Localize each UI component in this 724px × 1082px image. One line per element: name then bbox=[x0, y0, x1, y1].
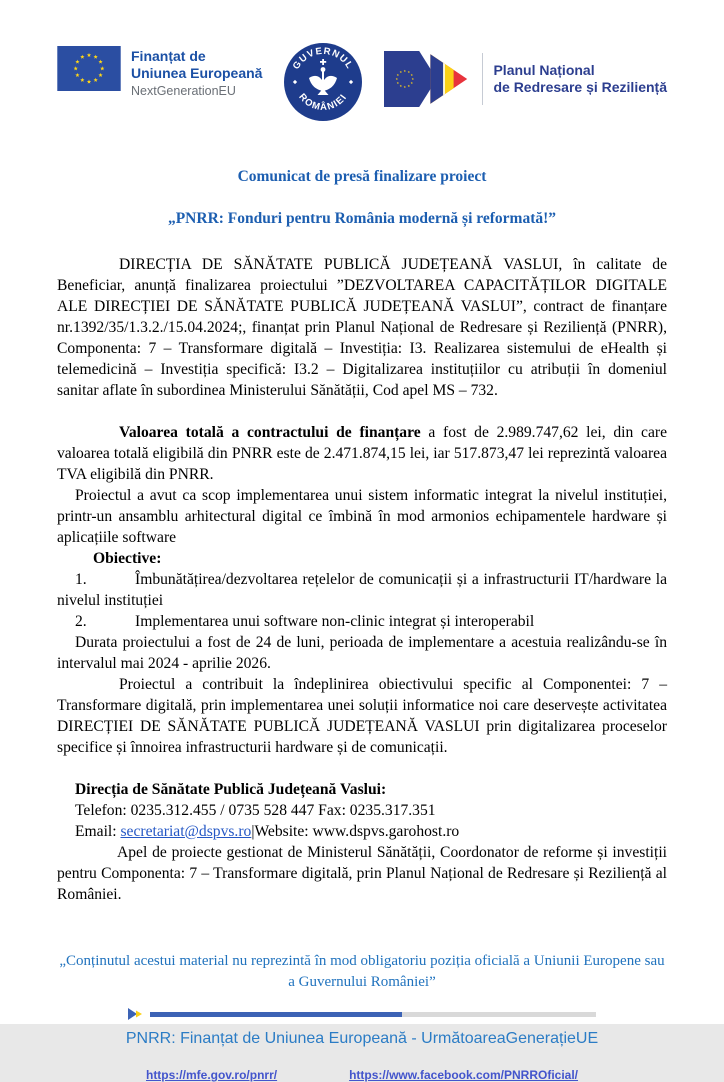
gov-seal-icon bbox=[283, 42, 363, 122]
contract-value-label: Valoarea totală a contractului de finanțare bbox=[119, 424, 421, 441]
pnrr-logo bbox=[384, 46, 667, 108]
pnrr-logo-text bbox=[493, 62, 667, 97]
email-label: Email: bbox=[75, 823, 121, 840]
paragraph-objective-contribution: Proiectul a contribuit la îndeplinirea obiectivului specific al Componentei: 7 – Transformare digitală, prin implementarea unei soluții informatice noi care deservește activitatea DIRECȚIEI DE SĂNĂTATE PUBLICĂ JUDEȚEANĂ VASLUI prin digitalizarea proceselor specifice și înnoirea infrastructurii hardware și de comunicații. bbox=[57, 676, 667, 756]
contact-heading: Direcția de Sănătate Publică Județeană Vaslui: bbox=[75, 781, 387, 798]
website-text: |Website: www.dspvs.garohost.ro bbox=[251, 823, 460, 840]
pnrr-arrows-icon bbox=[384, 50, 472, 108]
press-release-title: Comunicat de presă finalizare proiect bbox=[237, 168, 487, 185]
bar-blue-segment bbox=[150, 1012, 402, 1017]
mfe-link[interactable]: https://mfe.gov.ro/pnrr/ bbox=[145, 1068, 278, 1082]
pnrr-banner-bar bbox=[128, 1007, 596, 1021]
paragraph-duration: Durata proiectului a fost de 24 de luni, perioada de implementare a acestuia realizându-se în intervalul mai 2024 - aprilie 2026. bbox=[57, 634, 667, 672]
contact-email-line bbox=[75, 821, 667, 842]
eu-funded-line1: Finanțat de bbox=[131, 48, 206, 64]
eu-funding-logo bbox=[57, 46, 262, 99]
contact-block bbox=[75, 779, 667, 842]
objective-2-text: Implementarea unui software non-clinic integrat și interoperabil bbox=[135, 613, 535, 630]
footer-links bbox=[57, 1068, 667, 1082]
pnrr-bar-arrow-icon bbox=[128, 1007, 152, 1021]
eu-flag-icon bbox=[57, 46, 121, 91]
objective-1-text: Îmbunătățirea/dezvoltarea rețelelor de comunicații și a infrastructurii IT/hardware la nivelul instituției bbox=[57, 571, 667, 609]
gov-seal-top-text: GUVERNUL bbox=[291, 45, 356, 72]
document-body bbox=[57, 254, 667, 905]
pnrr-banner bbox=[57, 1007, 667, 1048]
pnrr-logo-line2: de Redresare și Reziliență bbox=[493, 79, 667, 95]
press-release-subtitle: „PNRR: Fonduri pentru România modernă și reformată!” bbox=[167, 210, 557, 227]
pnrr-logo-divider bbox=[482, 53, 483, 105]
pnrr-logo-line1: Planul Național bbox=[493, 61, 595, 78]
footer-disclaimer: „Conținutul acestui material nu reprezintă în mod obligatoriu poziția oficială a Uniunii Europene sau a Guvernului României” bbox=[59, 953, 665, 990]
contract-value-text: a fost de 2.989.747,62 lei, din care valoarea totală eligibilă din PNRR este de 2.471.874,15 lei, iar 517.873,47 lei reprezintă valoarea TVA eligibilă din PNRR. bbox=[57, 424, 667, 483]
contact-phone-line: Telefon: 0235.312.455 / 0735 528 447 Fax: 0235.317.351 bbox=[75, 802, 436, 819]
objective-item-2 bbox=[57, 611, 667, 632]
eu-funded-line2: Uniunea Europeană bbox=[131, 64, 263, 81]
facebook-link[interactable]: https://www.facebook.com/PNRROficial/ bbox=[349, 1068, 579, 1082]
gov-seal-bottom-text: ROMÂNIEI bbox=[296, 91, 351, 114]
logo-header bbox=[57, 46, 667, 132]
pnrr-banner-text: PNRR: Finanțat de Uniunea Europeană - UrmătoareaGenerațieUE bbox=[125, 1030, 599, 1047]
objective-item-1 bbox=[57, 569, 667, 611]
email-link[interactable]: secretariat@dspvs.ro bbox=[120, 823, 252, 840]
paragraph-project-scope: Proiectul a avut ca scop implementarea unui sistem informatic integrat la nivelul instituției, printr-un ansamblu arhitectural digital ce îmbină în mod armonios echipamentele hardware și aplicațiile software bbox=[57, 487, 667, 546]
objective-1-number: 1. bbox=[75, 571, 87, 588]
nextgen-label: NextGenerationEU bbox=[131, 84, 236, 99]
eu-logo-text bbox=[131, 46, 262, 99]
paragraph-project-announcement: DIRECȚIA DE SĂNĂTATE PUBLICĂ JUDEȚEANĂ VASLUI, în calitate de Beneficiar, anunță finalizarea proiectului ”DEZVOLTAREA CAPACITĂȚILOR DIGITALE ALE DIRECȚIEI DE SĂNĂTATE PUBLICĂ JUDEȚEANĂ VASLUI”, contract de finanțare nr.1392/35/1.3.2./15.04.2024;, finanțat prin Planul Național de Redresare și Reziliență (PNRR), Componenta: 7 – Transformare digitală – Investiția: I3. Realizarea sistemului de eHealth și telemedicină – Investiția specifică: I3.2 – Digitalizarea instituțiilor cu atribuții în domeniul sanitar aflate în subordinea Ministerului Sănătății, Cod apel MS – 732. bbox=[57, 256, 667, 399]
objective-2-number: 2. bbox=[75, 613, 87, 630]
objectives-heading: Obiective: bbox=[93, 550, 162, 567]
paragraph-call-management: Apel de proiecte gestionat de Ministerul Sănătății, Coordonator de reforme și investiții pentru Componenta: 7 – Transformare digitală, prin Planul Național de Redresare și Reziliență al României. bbox=[57, 844, 667, 903]
bar-gray-segment bbox=[402, 1012, 596, 1017]
paragraph-contract-value bbox=[57, 422, 667, 485]
